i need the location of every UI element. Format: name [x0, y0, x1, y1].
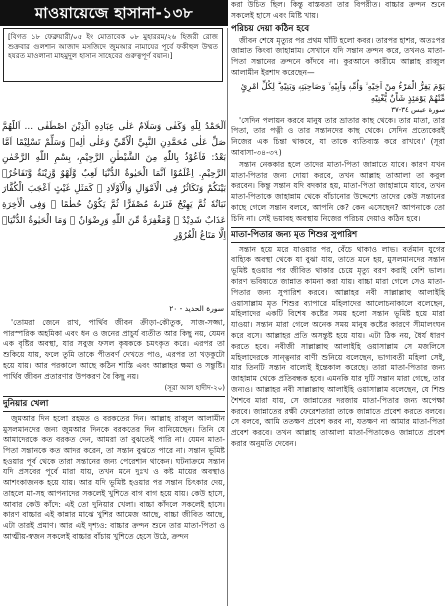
- arabic-inline-reference: سورة عبس ٣٤-٣٧: [391, 105, 445, 114]
- paragraph-intercession: সন্তান হয়ে মরে যাওয়ার পর, বেঁচে থাকাও লাভ। বর্তমান যুগের বাহ্যিক অবস্থা থেকে যা বুঝা যায়, তাতে মনে হয়, মুসলমানদের সন্তান ভূমিষ্ট হওয়ার পর জীবিত থাকার চেয়ে মৃত্যু বরণ করাই বেশি ভাল। কারণ ভবিষ্যতে জান্নাত কামনা করা যায়। বাচ্চা মারা গেলে সেও মাতা-পিতার জন্য সুপারিশ করবে। আল্লাহর নবী সাল্লাল্লাহু আলাইহি ওয়াসাল্লাম মৃত শিশুর ব্যাপারে মহিলাদের আলোচনাকালে বলেছেন, মহিলাদের একটি বিশেষ কষ্টের সময় হলো সন্তান ভূমিষ্ট হয়ে মারা যাওয়া। সন্তান মারা গেলে অনেক সময় মানুষ কষ্টের কারণে সীমালংঘন করে বসে। আল্লাহর প্রতি অসন্তুষ্ট হয়ে যায়। এটা ঠিক নয়, ধৈর্য ধারণ করতে হবে। নবীজী সাল্লাল্লাহু আলাইহি ওয়াসাল্লাম সে মজলিসে মহিলাদেরকে সান্ত্বনার বাণী শুনিয়ে বলেছেন, ভাগ্যবতী মহিলা সেই, যার তিনটি সন্তান বাল্যেই ইন্তেকাল করেছে। তারা মাতা-পিতার জন্য জাহান্নাম থেকে প্রতিবন্ধক হবে। এমনকি যার দুটি সন্তান মারা গেছে, তার জন্যও। আল্লাহর নবী সাল্লাল্লাহু আলাইহি ওয়াসাল্লাম বলেছেন, যে শিশু শৈশবে মারা যায়, সে জান্নাতের দরজায় মাতা-পিতার জন্য অপেক্ষা করবে। জান্নাতের রক্ষী ফেরেশতারা তাকে জান্নাতে প্রবেশ করতে বলবে। সে বলবে, আমি ততক্ষণ প্রবেশ করব না, যতক্ষণ না আমার মাতা-পিতা প্রবেশ করবে। তখন আল্লাহ তাআলা মাতা-পিতাকেও জান্নাতে প্রবেশ করার অনুমতি দেবেন।: [231, 244, 445, 448]
- arabic-inline-verse: يَوْمَ يَفِرُّ الْمَرْءُ مِنْ اَخِيْهِ ۙ وَاُمِّهٖ وَاَبِيْهِ ۙ وَصَاحِبَتِهٖ وَبَنِيْهِ ۗ لِكُلِّ امْرِئٍ مِّنْهُمْ يَوْمَئِذٍ شَاْنٌ يُّغْنِيْهِ: [240, 80, 445, 103]
- paragraph-righteous-children: সন্তান নেককার হলে তাদের মাতা-পিতা জান্নাতে যাবে। কারণ যখন মাতা-পিতার জন্য দোয়া করবে, তখন আল্লাহ তাআলা তা কবুল করবেন। কিন্তু সন্তান যদি বদকার হয়, মাতা-পিতা জাহান্নামে যাবে, তখন মাতা-পিতাকে জাহান্নাম থেকে বাঁচানোর উদ্দেশ্যে তাদের কেউ সন্তানের কাছে গেলে সন্তান বলবে, আপনি কে? কেন এসেছেন? আপনাকে তো চিনি না। সেই ভয়াবহ অবস্থায় নিজের পরিচয় দেয়াও কঠিন হবে।: [231, 159, 445, 223]
- paragraph-continuation: করা উচিত ছিল। কিন্তু বাস্তবতা তার বিপরীত। বাচ্চার ক্রন্দন শুনে সকলেই হাসে এবং মিষ্টি খায়।: [231, 0, 445, 20]
- arabic-verse-reference: سورة الحديد - ٢٠: [169, 304, 224, 313]
- section-heading-worldly-play: দুনিয়ার খেলা: [3, 396, 225, 412]
- paragraph-verse-meaning: 'সেদিন পলায়ন করবে মানুষ তার ভ্রাতার কাছ থেকে। তার মাতা, তার পিতা, তার পত্নী ও তার সন্তানদের কাছ থেকে। সেদিন প্রত্যেকেরই নিজের এক চিন্তা থাকবে, যা তাকে ব্যতিব্যস্ত করে রাখবে।' (সূরা আবাসা-৩৪-৩৭): [231, 115, 445, 157]
- left-column: [3, 318, 225, 606]
- intro-note: [বিগত ১৮ ফেব্রুয়ারী/০৫ ইং মোতাবেক ০৮ মুহাররম/২৬ হিজরী রোজ শুক্রবার গুলশান আজাদ মসজিদে জুমআর নামাযের পূর্বে ফকীহুল উম্মত হযরত মাওলানা মাহমুদুল হাসান সাহেবের গুরুত্বপূর্ণ বয়ান।]: [3, 28, 223, 82]
- right-column: [231, 0, 445, 606]
- paragraph-jumma: জুমআর দিন হলো রহমত ও বরকতের দিন। আল্লাহ রাব্বুল আলামীন মুসলমানদের জন্য জুমআর দিনকে বরকতের দিন বানিয়েছেন। তিনি যে আমাদেরকে কত বরকত দেন, আমরা তা বুঝতেই পারি না। যেমন মাতা-পিতা সন্তানকে কত আদর করেন, তা সন্তান বুঝতে পারে না। সন্তান ভূমিষ্ট হওয়ার পূর্ব থেকে তারা সন্তানের জন্য পেরেশান থাকেন। ঘটনাক্রমে সন্তান যদি প্রসবের পূর্বে মারা যায়, তখন মনে দুঃখ ও কষ্ট মায়ের অবস্থাও আশংকাজনক হয়ে যায়। আর যদি ভূমিষ্ট হওয়ার পর সন্তান চিৎকার দেয়, তাহলে মা-সহ আপনাদের সকলেই খুশিতে বাগ বাগ হয়ে যায়। কেউ হাসে, আবার কেউ কাঁদে: এই তো দুনিয়ার খেলা। বাচ্চা কাঁদলে সকলেই হাসে। কারণ বাচ্চার এই কান্নার মাঝে খুশির আমেজ আছে, বাচ্চা জীবিত আছে, এটা তারই প্রমাণ। আর এই দৃশ্যও: বাচ্চার ক্রন্দন শুনে তার মাতা-পিতা ও আত্মীয়-স্বজন সকলেই বাচ্চার বাঁচায় খুশিতে হেসে উঠে, ক্রন্দন: [3, 413, 225, 541]
- column-divider: [227, 28, 228, 606]
- section-heading-identity: পরিচয় দেয়া কঠিন হবে: [231, 23, 310, 34]
- section-heading-intercession: মাতা-পিতার জন্য মৃত শিশুর সুপারিশ: [231, 227, 445, 243]
- page-title: মাওয়ায়েজে হাসানা-১৩৮: [0, 0, 228, 26]
- verse-translation-reference: (সূরা আল হাদীদ-২০): [164, 384, 225, 393]
- arabic-quran-verse: اَلْحَمْدُ لِلّٰهِ وَكَفٰى وَسَلَامٌ عَلٰى عِبَادِهِ الَّذِيْنَ اصْطَفٰى ... اَللّٰهُمَّ صَلِّ عَلٰى مُحَمَّدِنِ النَّبِيِّ الْاُمِّيِّ وَعَلٰى اٰلِهٖ وَسَلِّمْ تَسْلِيْمًا اَمَّا بَعْدُ: فَاَعُوْذُ بِاللّٰهِ مِنَ الشَّيْطٰنِ الرَّجِيْمِ، بِسْمِ اللّٰهِ الرَّحْمٰنِ الرَّحِيْمِ. اِعْلَمُوْا اَنَّمَا الْحَيٰوةُ الدُّنْيَا لَعِبٌ وَّلَهْوٌ وَّزِيْنَةٌ وَّتَفَاخُرٌۢ بَيْنَكُمْ وَتَكَاثُرٌ فِى الْاَمْوَالِ وَالْاَوْلَادِ ۗ كَمَثَلِ غَيْثٍ اَعْجَبَ الْكُفَّارَ نَبَاتُهٗ ثُمَّ يَهِيْجُ فَتَرٰىهُ مُصْفَرًّا ثُمَّ يَكُوْنُ حُطٰمًا ۗ وَفِى الْاٰخِرَةِ عَذَابٌ شَدِيْدٌ ۙ وَّمَغْفِرَةٌ مِّنَ اللّٰهِ وَرِضْوَانٌ ۗ وَمَا الْحَيٰوةُ الدُّنْيَاۤ اِلَّا مَتَاعُ الْغُرُوْرِ: [2, 122, 226, 242]
- verse-translation: 'তোমরা জেনে রাখ, পার্থিব জীবন ক্রীড়া-কৌতুক, সাজ-সজ্জা, পারস্পরিক অহমিকা এবং ধন ও জনের প্রাচুর্য ব্যতীত আর কিছু নয়, যেমন এক বৃষ্টির অবস্থা, যার সবুজ ফসল কৃষককে চমৎকৃত করে। এরপর তা শুকিয়ে যায়, ফলে তুমি তাকে পীতবর্ণ দেখতে পাও, এরপর তা খড়কুটো হয়ে যায়। আর পরকালে আছে কঠিন শাস্তি এবং আল্লাহর ক্ষমা ও সন্তুষ্টি। পার্থিব জীবন প্রতারণার উপকরণ বৈ কিছু নয়।: [3, 318, 225, 381]
- paragraph-afterlife: জীবন শেষে মৃত্যুর পর প্রথম ঘাঁটি হলো কবর। তারপর হাশর, অতঃপর জান্নাত কিংবা জাহান্নাম। সেখানে যদি সন্তান ক্রন্দন করে, তখনও মাতা-পিতা সন্তানের ক্রন্দনে কাঁদবে না। কুরআনে কারীমে আল্লাহ রাব্বুল আলামীন ইরশাদ করেছেন—: [231, 35, 445, 77]
